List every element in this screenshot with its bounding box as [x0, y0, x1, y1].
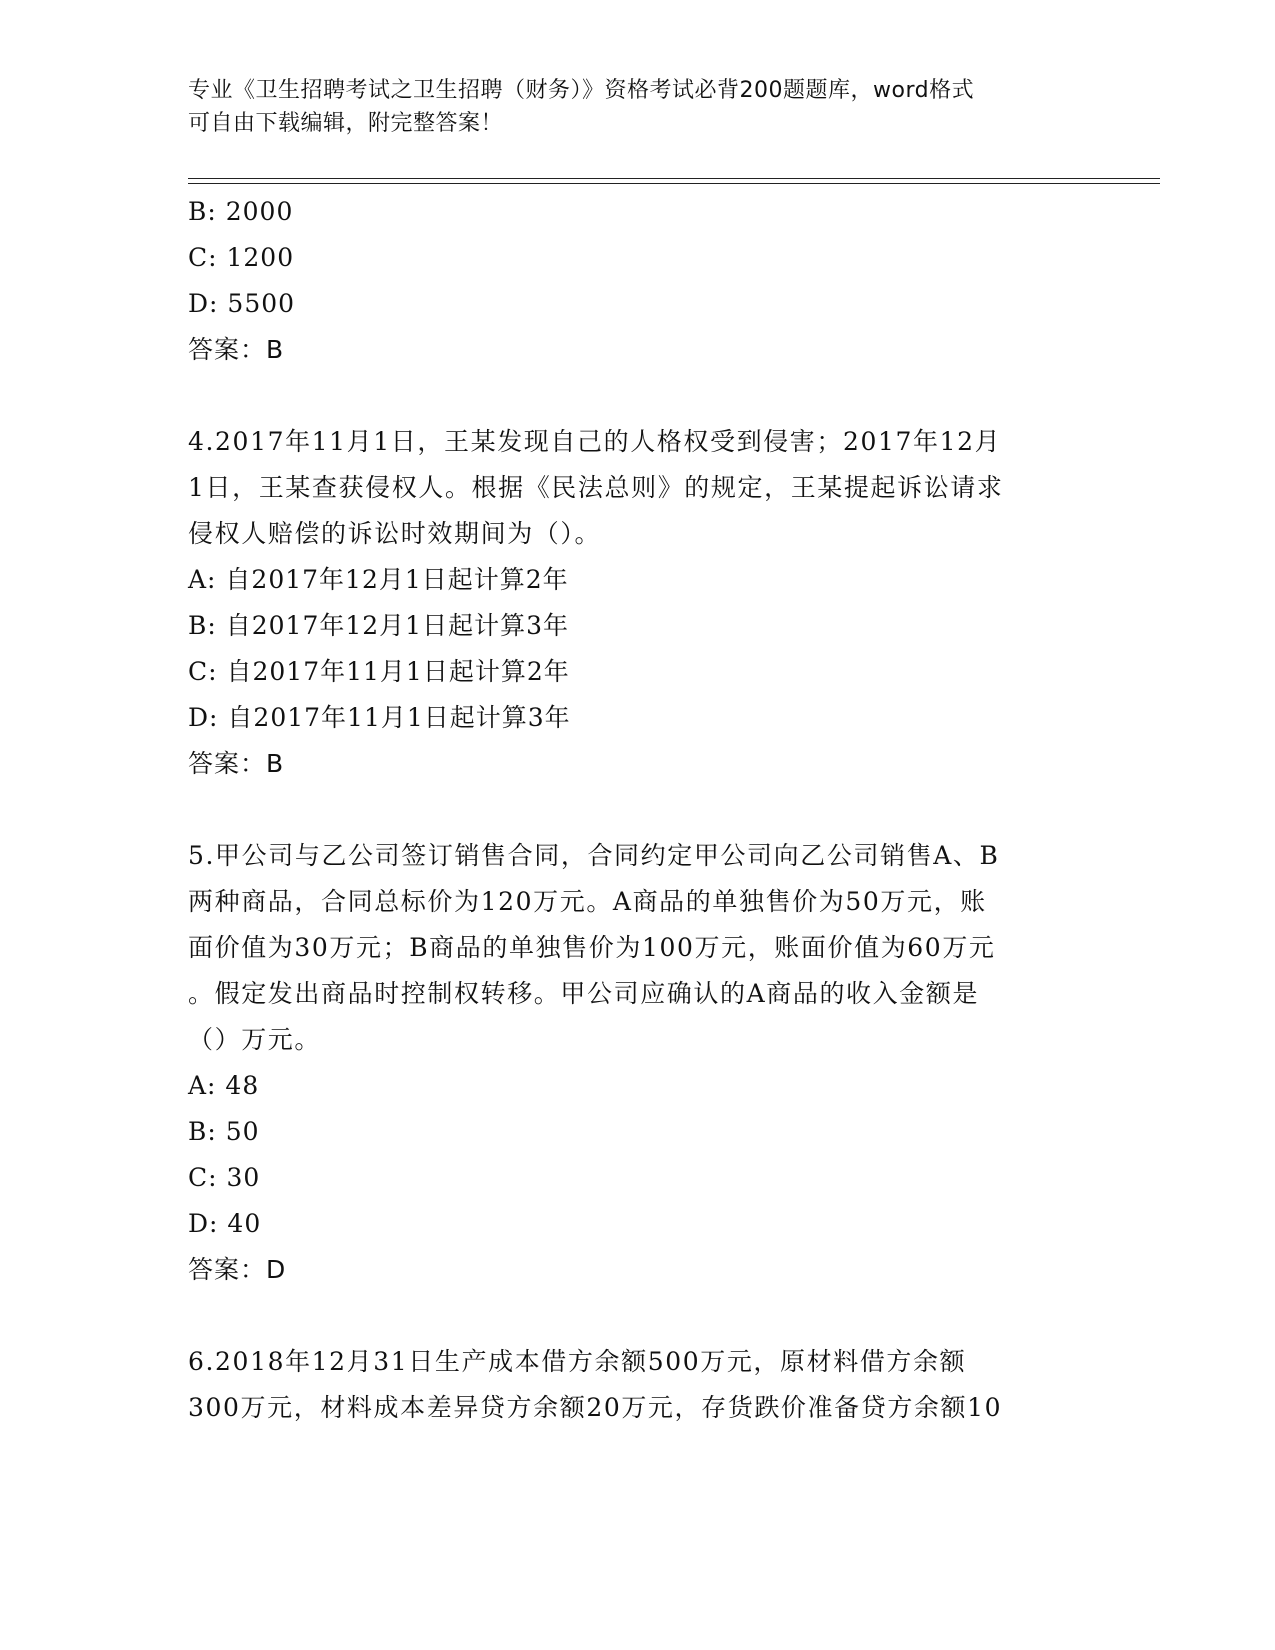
question-text-line: 4.2017年11月1日，王某发现自己的人格权受到侵害；2017年12月 [188, 427, 1002, 456]
option-c: C: 30 [188, 1163, 261, 1192]
option-b: B: 自2017年12月1日起计算3年 [188, 611, 569, 640]
question-text-line: 5.甲公司与乙公司签订销售合同，合同约定甲公司向乙公司销售A、B [188, 841, 1000, 870]
question-text-line: 1日，王某查获侵权人。根据《民法总则》的规定，王某提起诉讼请求 [188, 473, 1004, 502]
header-divider-top [188, 178, 1160, 179]
question-text-line: （）万元。 [188, 1025, 322, 1054]
header-title-line-2: 可自由下载编辑，附完整答案！ [188, 111, 504, 136]
option-a: A: 自2017年12月1日起计算2年 [188, 565, 569, 594]
option-d: D: 自2017年11月1日起计算3年 [188, 703, 571, 732]
question-content [188, 189, 1088, 1431]
option-c: C: 自2017年11月1日起计算2年 [188, 657, 570, 686]
question-5 [188, 833, 1088, 1063]
question-4-options [188, 557, 1088, 787]
header-title-line-1: 专业《卫生招聘考试之卫生招聘（财务）》资格考试必背200题题库，word格式 [188, 78, 975, 103]
question-3-continuation [188, 189, 1088, 373]
answer: 答案：B [188, 335, 285, 364]
question-text-line: 面价值为30万元；B商品的单独售价为100万元，账面价值为60万元 [188, 933, 996, 962]
answer: 答案：B [188, 749, 285, 778]
option-a: A: 48 [188, 1071, 260, 1100]
question-5-options [188, 1063, 1088, 1293]
question-text-line: 侵权人赔偿的诉讼时效期间为（）。 [188, 519, 602, 548]
answer: 答案：D [188, 1255, 287, 1284]
question-text-line: 。假定发出商品时控制权转移。甲公司应确认的A商品的收入金额是 [188, 979, 980, 1008]
question-text-line: 6.2018年12月31日生产成本借方余额500万元，原材料借方余额 [188, 1347, 967, 1376]
option-c: C: 1200 [188, 243, 295, 272]
question-text-line: 两种商品，合同总标价为120万元。A商品的单独售价为50万元，账 [188, 887, 987, 916]
option-b: B: 2000 [188, 197, 294, 226]
document-header [188, 74, 1088, 140]
option-d: D: 5500 [188, 289, 296, 318]
option-b: B: 50 [188, 1117, 260, 1146]
question-6 [188, 1339, 1088, 1431]
question-text-line: 300万元，材料成本差异贷方余额20万元，存货跌价准备贷方余额10 [188, 1393, 1003, 1422]
option-d: D: 40 [188, 1209, 262, 1238]
header-divider-bottom [188, 183, 1160, 184]
question-4 [188, 419, 1088, 557]
